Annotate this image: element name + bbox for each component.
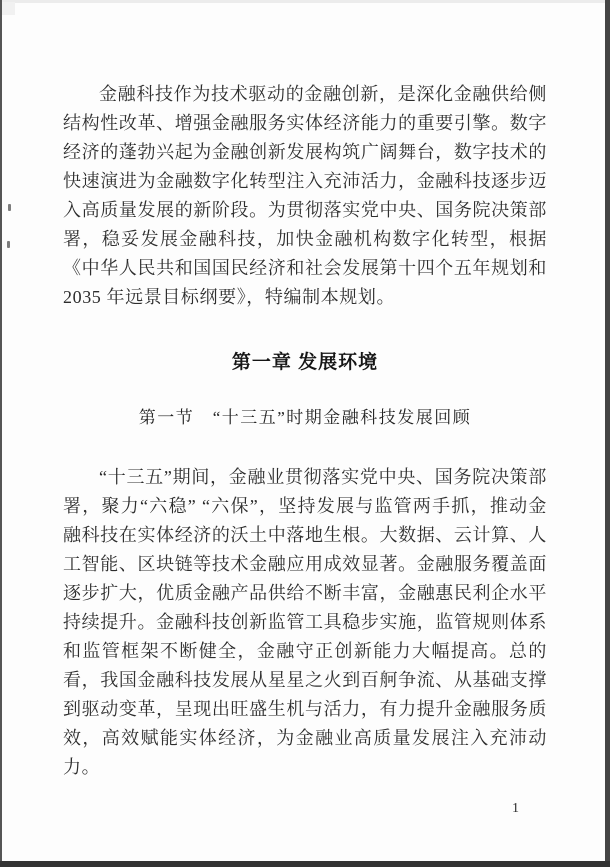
intro-paragraph: 金融科技作为技术驱动的金融创新，是深化金融供给侧结构性改革、增强金融服务实体经济能力的重要引擎。数字经济的蓬勃兴起为金融创新发展构筑广阔舞台，数字技术的快速演进为金融数字化转型注入充沛活力，金融科技逐步迈入高质量发展的新阶段。为贯彻落实党中央、国务院决策部署，稳妥发展金融科技，加快金融机构数字化转型，根据《中华人民共和国国民经济和社会发展第十四个五年规划和2035 年远景目标纲要》，特编制本规划。 bbox=[63, 84, 547, 307]
section-heading: 第一节 “十三五”时期金融科技发展回顾 bbox=[138, 408, 472, 427]
page-number: 1 bbox=[512, 801, 519, 816]
scan-speckle bbox=[8, 204, 11, 211]
scan-speckle bbox=[7, 241, 10, 248]
scan-edge-bottom bbox=[0, 861, 610, 867]
body-paragraph: “十三五”期间，金融业贯彻落实党中央、国务院决策部署，聚力“六稳” “六保”，坚持发展与监管两手抓，推动金融科技在实体经济的沃土中落地生根。大数据、云计算、人工智能、区块链等技术金融应用成效显著。金融服务覆盖面逐步扩大，优质金融产品供给不断丰富，金融惠民利企水平持续提升。金融科技创新监管工具稳步实施，监管规则体系和监管框架不断健全，金融守正创新能力大幅提高。总的看，我国金融科技发展从星星之火到百舸争流、从基础支撑到驱动变革，呈现出旺盛生机与活力，有力提升金融服务质效，高效赋能实体经济，为金融业高质量发展注入充沛动力。 bbox=[63, 467, 547, 777]
scan-edge-left bbox=[0, 0, 2, 867]
chapter-heading: 第一章 发展环境 bbox=[231, 352, 379, 373]
scan-edge-top bbox=[0, 0, 610, 3]
scan-edge-right bbox=[605, 0, 610, 867]
scan-corner-artifact bbox=[2, 2, 15, 15]
document-content bbox=[63, 80, 547, 782]
